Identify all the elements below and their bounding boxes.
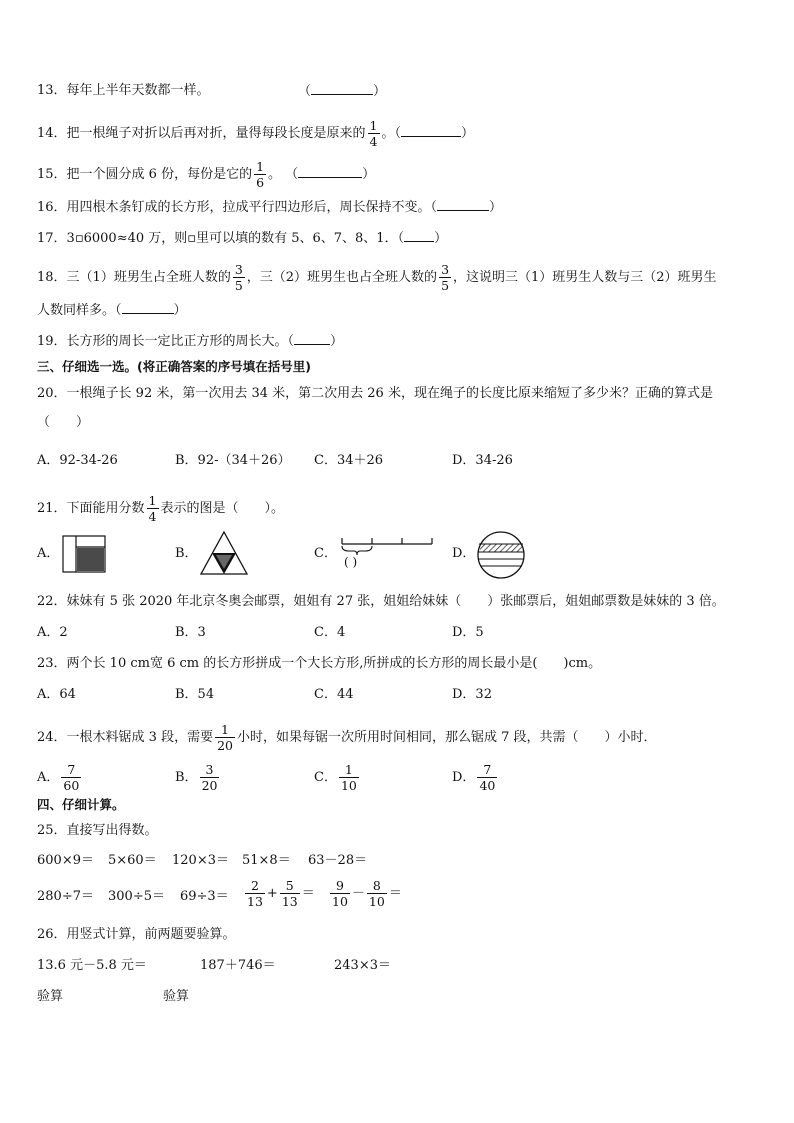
option-c-label[interactable]: C． — [314, 546, 337, 561]
calc-item: 69÷3＝ — [180, 889, 229, 904]
question-18-line2-text: 人数同样多。（ — [37, 303, 122, 318]
question-14 — [37, 118, 474, 149]
calc-item: 600×9＝ — [37, 853, 94, 868]
numerator: 1 — [344, 762, 353, 777]
paren-close: ） — [489, 200, 503, 215]
numerator: 3 — [205, 762, 214, 777]
question-25: 25．直接写出得数。 — [37, 823, 158, 838]
question-22: 22．妹妹有 5 张 2020 年北京冬奥会邮票，姐姐有 27 张，姐姐给妹妹（ ）张邮票后，姐姐邮票数是妹妹的 3 倍。 — [37, 594, 725, 609]
option-label: B． — [175, 770, 198, 785]
option-d[interactable]: D．32 — [452, 687, 492, 702]
numerator: 5 — [285, 878, 294, 893]
question-26: 26．用竖式计算，前两题要验算。 — [37, 927, 236, 942]
figure-a-square-quarter — [62, 535, 106, 573]
question-18 — [37, 262, 717, 293]
paren-close: ） — [362, 167, 376, 182]
option-a[interactable]: A．64 — [37, 687, 76, 702]
denominator: 4 — [148, 509, 157, 524]
option-b[interactable]: B．92-（34＋26） — [175, 453, 291, 468]
fraction — [367, 878, 387, 909]
option-a[interactable]: A．92-34-26 — [37, 453, 118, 468]
option-c[interactable] — [314, 762, 361, 793]
numerator: 8 — [372, 878, 381, 893]
option-c[interactable]: C．4 — [314, 625, 346, 640]
numerator: 9 — [335, 878, 344, 893]
question-13 — [37, 82, 210, 100]
answer-blank[interactable] — [437, 198, 489, 211]
calc-item: 51×8＝ — [242, 853, 291, 868]
fraction — [280, 878, 300, 909]
numerator: 1 — [256, 159, 265, 174]
figure-c-paren: ( ) — [344, 555, 358, 569]
denominator: 5 — [234, 278, 243, 293]
answer-blank[interactable] — [404, 229, 434, 242]
fraction — [477, 762, 497, 793]
denominator: 20 — [217, 738, 233, 753]
option-c[interactable]: C．44 — [314, 687, 354, 702]
option-label: A． — [37, 770, 60, 785]
question-20: 20．一根绳子长 92 米，第一次用去 34 米，第二次用去 26 米，现在绳子的长度比原来缩短了多少米？正确的算式是 — [37, 386, 713, 401]
check-label: 验算 — [37, 989, 64, 1004]
operator: + — [266, 886, 278, 901]
question-21 — [37, 493, 284, 524]
question-17 — [37, 229, 447, 248]
paren-open: （ — [298, 84, 312, 99]
check-label: 验算 — [163, 989, 190, 1004]
denominator: 10 — [368, 894, 385, 909]
fraction — [61, 762, 81, 793]
option-b[interactable]: B．3 — [175, 625, 206, 640]
numerator: 1 — [369, 118, 378, 133]
numerator: 7 — [483, 762, 492, 777]
numerator: 1 — [221, 722, 229, 737]
option-b-label[interactable]: B． — [175, 546, 198, 561]
denominator: 5 — [441, 278, 450, 293]
answer-blank[interactable] — [122, 301, 174, 314]
option-label: D． — [452, 770, 476, 785]
numerator: 1 — [148, 493, 157, 508]
denominator: 10 — [332, 894, 348, 909]
question-24 — [37, 722, 657, 753]
denominator: 40 — [479, 778, 496, 793]
question-18-part1: 18．三（1）班男生占全班人数的 — [37, 270, 231, 285]
fraction-1-20 — [215, 722, 235, 753]
denominator: 4 — [369, 134, 378, 149]
answer-blank[interactable] — [298, 165, 362, 178]
question-21-text-before: 21．下面能用分数 — [37, 501, 145, 516]
fraction — [245, 878, 265, 909]
paren-close: ） — [434, 231, 448, 246]
question-13-text: 13．每年上半年天数都一样。 — [37, 83, 210, 98]
denominator: 6 — [256, 175, 265, 190]
numerator: 2 — [250, 878, 259, 893]
figure-b-triangle — [199, 530, 249, 576]
denominator: 13 — [281, 894, 298, 909]
question-16 — [37, 198, 502, 217]
question-24-text-after: 小时，如果每锯一次所用时间相同，那么锯成 7 段，共需（ ）小时． — [236, 730, 657, 745]
fraction-3-5 — [233, 262, 245, 293]
question-20-paren: （ ） — [37, 415, 90, 430]
calc-item: 63－28＝ — [308, 853, 368, 868]
question-23: 23．两个长 10 cm宽 6 cm 的长方形拼成一个大长方形,所拼成的长方形的周长最小是( )cm。 — [37, 656, 602, 671]
figure-d-circle — [476, 530, 526, 580]
section-3-heading: 三、仔细选一选。(将正确答案的序号填在括号里) — [37, 359, 311, 374]
section-4-heading: 四、仔细计算。 — [37, 797, 125, 812]
answer-blank[interactable] — [401, 124, 461, 137]
calc-item: 187＋746＝ — [200, 958, 276, 973]
fraction-calc-b — [328, 878, 402, 909]
answer-blank[interactable] — [311, 82, 373, 95]
calc-item: 300÷5＝ — [108, 889, 165, 904]
denominator: 60 — [63, 778, 80, 793]
option-a[interactable] — [37, 762, 83, 793]
question-14-text: 14．把一根绳子对折以后再对折，量得每段长度是原来的 — [37, 126, 366, 141]
denominator: 13 — [247, 894, 263, 909]
question-24-text-before: 24．一根木料锯成 3 段，需要 — [37, 730, 214, 745]
numerator: 3 — [234, 262, 243, 277]
question-18-part2: ，三（2）班男生也占全班人数的 — [246, 270, 438, 285]
fraction-1-4 — [368, 118, 380, 149]
question-16-text: 16．用四根木条钉成的长方形，拉成平行四边形后，周长保持不变。（ — [37, 200, 438, 215]
numerator: 3 — [441, 262, 450, 277]
option-b[interactable] — [175, 762, 221, 793]
option-d[interactable]: D．5 — [452, 625, 484, 640]
question-15-text: 15．把一个圆分成 6 份，每份是它的 — [37, 167, 253, 182]
question-21-text-after: 表示的图是（ ）。 — [160, 501, 285, 516]
calc-item: 13.6 元－5.8 元＝ — [37, 958, 147, 973]
option-d[interactable] — [452, 762, 499, 793]
question-17-text: 17．3▫6000≈40 万，则▫里可以填的数有 5、6、7、8、1．（ — [37, 231, 405, 246]
calc-item: 280÷7＝ — [37, 889, 94, 904]
question-18-part3: ，这说明三（1）班男生人数与三（2）班男生 — [453, 270, 717, 285]
paren-close: ） — [373, 84, 387, 99]
numerator: 7 — [67, 762, 76, 777]
fraction — [200, 762, 220, 793]
fraction-1-6 — [254, 159, 266, 190]
question-15 — [37, 159, 375, 190]
equals: ＝ — [301, 886, 315, 901]
equals: ＝ — [388, 886, 402, 901]
fraction-calc-a — [243, 878, 315, 909]
option-label: C． — [314, 770, 337, 785]
question-14-after: 。（ — [381, 126, 402, 141]
calc-item: 5×60＝ — [108, 853, 157, 868]
fraction — [330, 878, 350, 909]
option-d[interactable]: D．34-26 — [452, 453, 513, 468]
paren-close: ） — [461, 126, 475, 141]
fraction — [339, 762, 359, 793]
fraction-3-5 — [439, 262, 451, 293]
question-18-line2 — [37, 301, 187, 320]
calc-item: 120×3＝ — [172, 853, 229, 868]
question-15-after: 。 （ — [268, 167, 299, 182]
option-a[interactable]: A．2 — [37, 625, 68, 640]
option-d-label[interactable]: D． — [452, 546, 476, 561]
option-b[interactable]: B．54 — [175, 687, 215, 702]
fraction-1-4 — [147, 493, 159, 524]
answer-paren-13 — [298, 82, 386, 101]
denominator: 20 — [201, 778, 218, 793]
denominator: 10 — [340, 778, 357, 793]
paren-close: ） — [173, 303, 187, 318]
paren-close: ） — [330, 334, 344, 349]
option-a-label[interactable]: A． — [37, 546, 60, 561]
operator: － — [351, 886, 365, 901]
question-19-text: 19．长方形的周长一定比正方形的周长大。（ — [37, 334, 295, 349]
calc-item: 243×3＝ — [334, 958, 391, 973]
answer-blank[interactable] — [294, 332, 330, 345]
option-c[interactable]: C．34＋26 — [314, 453, 384, 468]
question-19 — [37, 332, 343, 351]
